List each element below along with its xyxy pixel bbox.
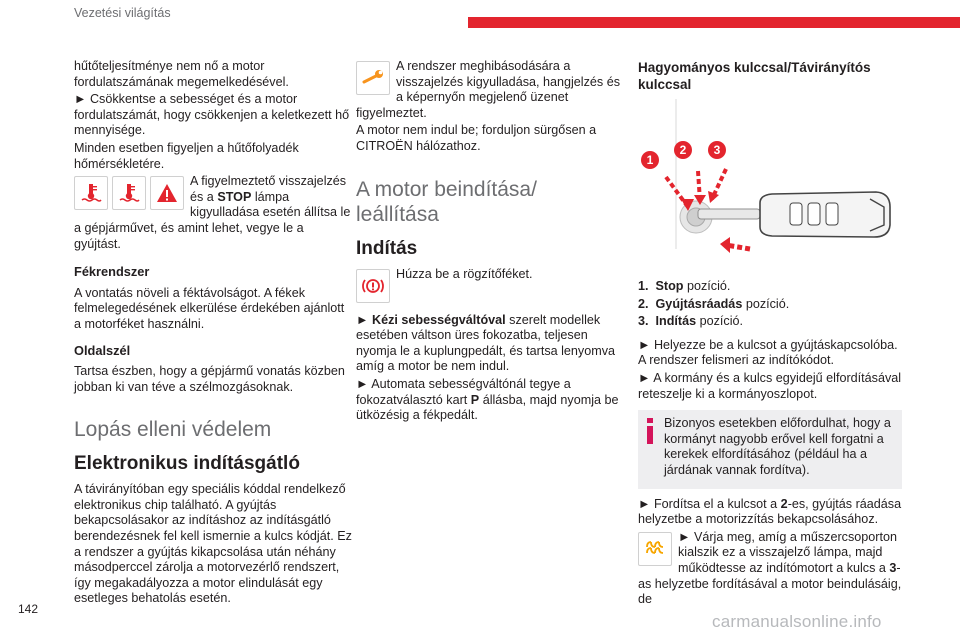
header-accent-bar <box>468 17 960 28</box>
fault-text: A rendszer meghibásodására a visszajelzés kigyulladása, hangjelzés és a képernyőn megjelenő üzenet figyelmeztet. <box>356 59 621 120</box>
callout-3: 3 <box>708 141 726 159</box>
start-heading: Indítás <box>356 237 418 259</box>
brake-text: A vontatás növeli a féktávolságot. A fékek felmelegedésének elkerülése érdekében ajánlott a motorféket használni. <box>74 285 345 331</box>
ignition-key-illustration <box>638 99 902 271</box>
turn-key-text: ► Fordítsa el a kulcsot a 2-es, gyújtás ráadása helyzetbe a motorizzítás bekapcsolásához. <box>638 496 902 527</box>
brake-heading: Fékrendszer <box>74 264 150 280</box>
list-item: 2. Gyújtásráadás pozíció. <box>638 296 790 311</box>
paragraph-watch-coolant: Minden esetben figyeljen a hűtőfolyadék hőmérsékletére. <box>74 140 299 171</box>
callout-1: 1 <box>641 151 659 169</box>
start-stop-heading: A motor beindítása/ leállítása <box>356 177 537 226</box>
stop-warning-triangle-icon <box>150 176 184 210</box>
info-text: Bizonyos esetekben előfordulhat, hogy a kormányt nagyobb erővel kell forgatni a kerekek elfordításához (például ha a járdának vannak fordítva). <box>664 416 891 477</box>
list-item: 3. Indítás pozíció. <box>638 314 744 329</box>
watermark: carmanualsonline.info <box>712 612 882 631</box>
paragraph-reduce-speed: ► Csökkentse a sebességet és a motor fordulatszámát, hogy csökkenjen a keletkezett hő mennyisége. <box>74 92 350 138</box>
handbrake-block <box>356 267 622 305</box>
glow-icons <box>638 532 672 566</box>
info-box <box>638 410 902 488</box>
column-1 <box>74 59 352 609</box>
fault-icons <box>356 61 390 95</box>
coolant-temperature-icon <box>112 176 146 210</box>
page-number: 142 <box>18 602 39 616</box>
key-positions-list <box>638 279 902 330</box>
unlock-steering-text: ► A kormány és a kulcs egyidejű elfordításával reteszelje ki a kormányoszlopot. <box>638 370 902 401</box>
fault-text-network: A motor nem indul be; forduljon sürgősen a CITROËN hálózathoz. <box>356 123 597 153</box>
fault-block <box>356 59 622 123</box>
paragraph-cooling: hűtőteljesítménye nem nő a motor fordulatszámának megemelkedésével. <box>74 59 289 89</box>
anti-theft-heading: Lopás elleni védelem <box>74 418 272 442</box>
handbrake-text: Húzza be a rögzítőféket. <box>396 266 533 281</box>
glow-plug-icon <box>638 532 672 566</box>
handbrake-icons <box>356 269 390 303</box>
immobiliser-heading: Elektronikus indításgátló <box>74 453 300 475</box>
crosswind-text: Tartsa észben, hogy a gépjármű vonatás közben jobban ki van téve a szélmozgásoknak. <box>74 364 345 394</box>
glow-block <box>638 530 902 608</box>
coolant-temperature-icon <box>74 176 108 210</box>
crosswind-heading: Oldalszél <box>74 342 131 358</box>
automatic-gearbox-text: ► Automata sebességváltónál tegye a fokozatválasztó kart P állásba, majd nyomja be ütközésig a fékpedált. <box>356 376 619 423</box>
wait-glow-text: ► Várja meg, amíg a műszercsoporton kialszik ez a visszajelző lámpa, majd működtesse az indítómotort a kulcs a 3-as helyzetbe fordításával a motor beindulásáig, de <box>638 529 902 607</box>
warning-block <box>74 174 352 254</box>
key-diagram <box>638 99 902 271</box>
info-icon <box>644 418 656 444</box>
warning-icons <box>74 176 184 210</box>
column-2 <box>356 59 622 426</box>
section-title: Vezetési világítás <box>74 6 171 20</box>
parking-brake-icon <box>356 269 390 303</box>
list-item: 1. Stop pozíció. <box>638 279 731 293</box>
manual-gearbox-text: ► Kézi sebességváltóval szerelt modellek esetében váltson üres fokozatba, teljesen nyomja le a kuplungpedált, és tartsa lenyomva amíg a motor be nem indul. <box>356 312 616 374</box>
insert-key-text: ► Helyezze be a kulcsot a gyújtáskapcsolóba. A rendszer felismeri az indítókódot. <box>638 337 898 368</box>
callout-2: 2 <box>674 141 692 159</box>
immobiliser-text: A távirányítóban egy speciális kóddal rendelkező elektronikus chip található. A gyújtás bekapcsolásakor az indításhoz az indításgátló berendezésnek fel kell ismernie a kulcs kódját. Ez a rendszer a gyújtás kikapcsolása után néhány másodperccel zárolja a motorvezérlő rendszert, így megakadályozza a motor elindulását egy esetleges behatolás esetén. <box>74 482 352 606</box>
column-3 <box>638 59 902 610</box>
service-wrench-icon <box>356 61 390 95</box>
paragraph-stop-warning: A figyelmeztető visszajelzés és a STOP lámpa kigyulladása esetén állítsa le a gépjárművet, és amint lehet, vegye le a gyújtást. <box>74 174 351 251</box>
key-section-heading: Hagyományos kulccsal/Távirányítós kulccsal <box>638 60 871 92</box>
